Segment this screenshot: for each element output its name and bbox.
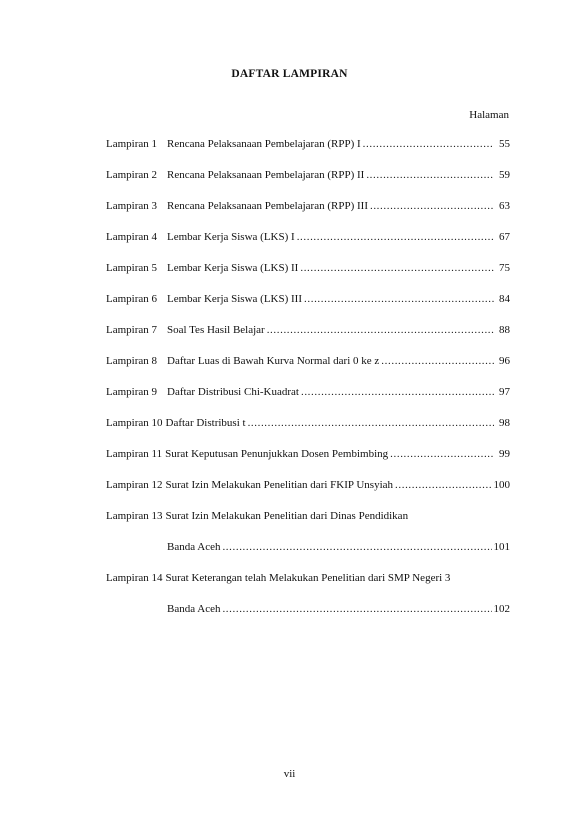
- list-item: [106, 479, 510, 493]
- appendix-page: 59: [499, 169, 510, 181]
- appendix-page: 67: [499, 231, 510, 243]
- dot-leader: [300, 262, 494, 274]
- appendix-page: 102: [493, 603, 510, 615]
- appendix-number: Lampiran 4: [106, 231, 158, 243]
- list-item: [106, 417, 510, 431]
- appendix-title: Surat Keterangan telah Melakukan Penelitian dari SMP Negeri 3: [165, 572, 451, 584]
- list-item: [106, 293, 510, 307]
- appendix-page: 101: [493, 541, 510, 553]
- list-item: [106, 231, 510, 245]
- appendix-number: Lampiran 2: [106, 169, 158, 181]
- dot-leader: [390, 448, 494, 460]
- list-item: [106, 510, 510, 524]
- appendix-title: Rencana Pelaksanaan Pembelajaran (RPP) II: [167, 169, 365, 181]
- appendix-title: Rencana Pelaksanaan Pembelajaran (RPP) III: [167, 200, 368, 212]
- appendix-number: Lampiran 7: [106, 324, 158, 336]
- dot-leader: [304, 293, 494, 305]
- appendix-page: 88: [499, 324, 510, 336]
- appendix-number: Lampiran 12: [106, 479, 163, 491]
- appendix-title-continuation: Banda Aceh: [167, 541, 221, 553]
- appendix-title: Surat Izin Melakukan Penelitian dari FKIP Unsyiah: [165, 479, 394, 491]
- appendix-title: Surat Izin Melakukan Penelitian dari Dinas Pendidikan: [165, 510, 409, 522]
- list-item: [106, 324, 510, 338]
- appendix-number: Lampiran 5: [106, 262, 158, 274]
- dot-leader: [381, 355, 494, 367]
- list-item: [106, 262, 510, 276]
- appendix-list: [106, 138, 510, 634]
- dot-leader: [248, 417, 494, 429]
- appendix-page: 63: [499, 200, 510, 212]
- appendix-page: 55: [499, 138, 510, 150]
- appendix-number: Lampiran 14: [106, 572, 163, 584]
- dot-leader: [301, 386, 494, 398]
- list-item: [106, 386, 510, 400]
- footer-page-number: vii: [283, 768, 296, 780]
- appendix-title: Daftar Distribusi t: [165, 417, 246, 429]
- dot-leader: [395, 479, 491, 491]
- appendix-number: Lampiran 8: [106, 355, 158, 367]
- appendix-title: Lembar Kerja Siswa (LKS) II: [167, 262, 299, 274]
- appendix-page: 98: [499, 417, 510, 429]
- page-title: DAFTAR LAMPIRAN: [231, 68, 348, 80]
- dot-leader: [267, 324, 494, 336]
- appendix-title: Rencana Pelaksanaan Pembelajaran (RPP) I: [167, 138, 361, 150]
- appendix-number: Lampiran 1: [106, 138, 158, 150]
- appendix-title-continuation: Banda Aceh: [167, 603, 221, 615]
- dot-leader: [363, 138, 494, 150]
- dot-leader: [222, 541, 491, 553]
- page-column-label: Halaman: [469, 109, 509, 121]
- appendix-page: 100: [493, 479, 510, 491]
- list-item: [106, 572, 510, 586]
- appendix-page: 75: [499, 262, 510, 274]
- dot-leader: [366, 169, 494, 181]
- appendix-number: Lampiran 6: [106, 293, 158, 305]
- appendix-title: Lembar Kerja Siswa (LKS) I: [167, 231, 295, 243]
- appendix-page: 97: [499, 386, 510, 398]
- dot-leader: [222, 603, 491, 615]
- list-item: [106, 200, 510, 214]
- appendix-title: Lembar Kerja Siswa (LKS) III: [167, 293, 303, 305]
- appendix-number: Lampiran 9: [106, 386, 158, 398]
- appendix-title: Surat Keputusan Penunjukkan Dosen Pembimbing: [165, 448, 389, 460]
- appendix-page: 96: [499, 355, 510, 367]
- list-item: [106, 448, 510, 462]
- dot-leader: [370, 200, 494, 212]
- appendix-number: Lampiran 13: [106, 510, 163, 522]
- appendix-title: Daftar Luas di Bawah Kurva Normal dari 0 ke z: [167, 355, 380, 367]
- appendix-number: Lampiran 10: [106, 417, 163, 429]
- list-item: [106, 355, 510, 369]
- appendix-number: Lampiran 11: [106, 448, 163, 460]
- appendix-title: Daftar Distribusi Chi-Kuadrat: [167, 386, 299, 398]
- list-item-continuation: [106, 541, 510, 555]
- list-item-continuation: [106, 603, 510, 617]
- list-item: [106, 169, 510, 183]
- appendix-page: 99: [499, 448, 510, 460]
- appendix-page: 84: [499, 293, 510, 305]
- appendix-title: Soal Tes Hasil Belajar: [167, 324, 265, 336]
- dot-leader: [297, 231, 494, 243]
- list-item: [106, 138, 510, 152]
- appendix-number: Lampiran 3: [106, 200, 158, 212]
